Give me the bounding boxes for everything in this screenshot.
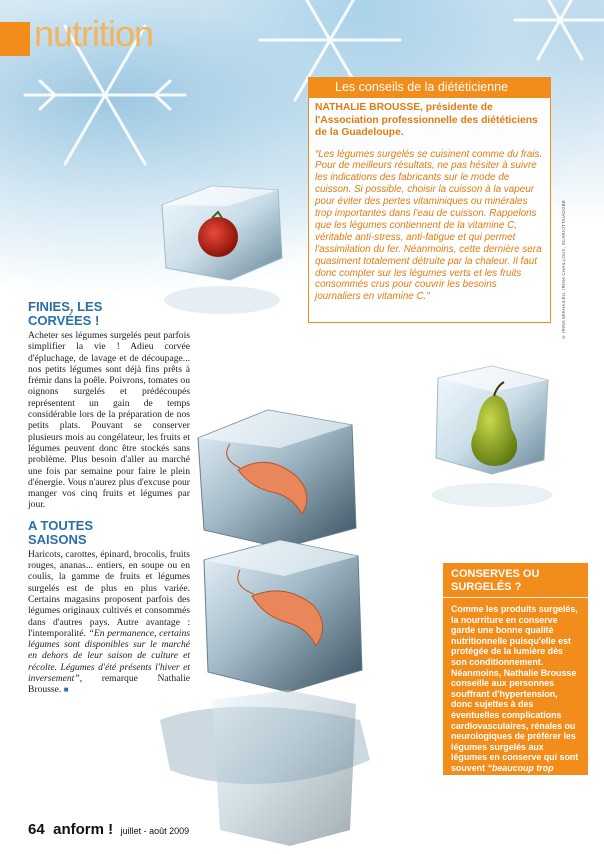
conserves-quote: “beaucoup trop riches en sel”: [451, 762, 554, 784]
section2-body: [28, 549, 190, 696]
section-title: nutrition: [34, 13, 154, 54]
advice-quote: “Les légumes surgelés se cuisinent comme du frais. Pour de meilleurs résultats, ne pas hésiter à suivre les indications des fabricants sur le mode de cuisson. Si possible, choisir la cuisson à la vapeur pour éviter des pertes vitaminiques ou minérales trop importantes dans l'eau de cuisson. Rappelons que les légumes contiennent de la vitamine C, véritable anti-stress, anti-fatigue et qui permet l'assimilation du fer. Néanmoins, cette dernière sera quasiment totalement détruite par la chaleur. Il faut donc compter sur les légumes verts et les fruits consommés crus pour couvrir les besoins journaliers en vitamine C.”: [315, 148, 543, 303]
end-mark-icon: ■: [63, 685, 69, 695]
section2-text: Haricots, carottes, épinard, brocolis, fruits rouges, ananas... entiers, en soupe ou en coulis, la gamme de fruits et légumes surgelés est de plus en plus variée. Certains magasins proposent parfois des légumes originaux cultivés et consommés dans d'autres pays. Autre avantage : l'intemporalité.: [28, 548, 190, 639]
shrimp-ice-cubes: [160, 410, 370, 846]
conserves-text: Comme les produits surgelés, la nourriture en conserve garde une bonne qualité nutritionnelle puisqu'elle est protégée de la lumière dès son conditionnement. Néanmoins, Nathalie Brousse conseille aux personnes souffrant d'hypertension, donc sujettes à des éventuelles complications cardiovasculaires, rénales ou neurologiques de préférer les légumes surgelés aux légumes en conserve qui sont souvent: [451, 604, 579, 773]
magazine-name: anform !: [53, 821, 114, 838]
tomato-ice-cube: [162, 186, 282, 314]
photo-credit: © IRINA MIKHAILEU, IRINA CHAILLOUX, SCARIOTTA/ADOBE: [561, 200, 566, 340]
section1-title: FINIES, LES CORVÉES !: [28, 299, 103, 328]
article-column: [28, 300, 190, 704]
conserves-body: [443, 598, 588, 784]
page-number: 64: [28, 821, 45, 838]
section2-tail: , remarque Nathalie Brousse.: [28, 673, 190, 696]
conserves-title: CONSERVES OU SURGELÉS ?: [443, 563, 588, 598]
conserves-sidebar: [443, 563, 588, 784]
conserves-end: .: [509, 773, 512, 784]
section2-quote: “En permanence, certains légumes sont disponibles sur le marché en dehors de leur saison de culture et récolte. Légumes d'été présents l'hiver et inversement”: [28, 627, 190, 685]
section2-title: A TOUTES SAISONS: [28, 517, 94, 547]
dietitian-advice-box: [308, 77, 551, 323]
page-footer: [28, 821, 189, 839]
advice-author: NATHALIE BROUSSE, présidente de l'Association professionnelle des diététiciens de la Guadeloupe.: [315, 102, 538, 138]
advice-heading: Les conseils de la diététicienne: [309, 78, 550, 98]
section1-body: Acheter ses légumes surgelés peut parfois simplifier la vie ! Adieu corvée d'épluchage, de lavage et de découpage... nos petits légumes sont déjà fins prêts à frémir dans la poêle. Poivrons, tomates ou oignons surgelés et prédécoupés représentent un gain de temps considérable lors de la préparation de nos petits plats. Pouvant se conserver plusieurs mois au congélateur, les fruits et légumes peuvent donc être stockés sans problème. Plus besoin d'aller au marché une fois par semaine pour faire le plein d'énergie. Vous n'aurez plus d'excuse pour manger vos cinq fruits et légumes par jour.: [28, 330, 190, 511]
issue-date: juillet - août 2009: [120, 826, 190, 836]
pear-ice-cube: [432, 366, 552, 507]
